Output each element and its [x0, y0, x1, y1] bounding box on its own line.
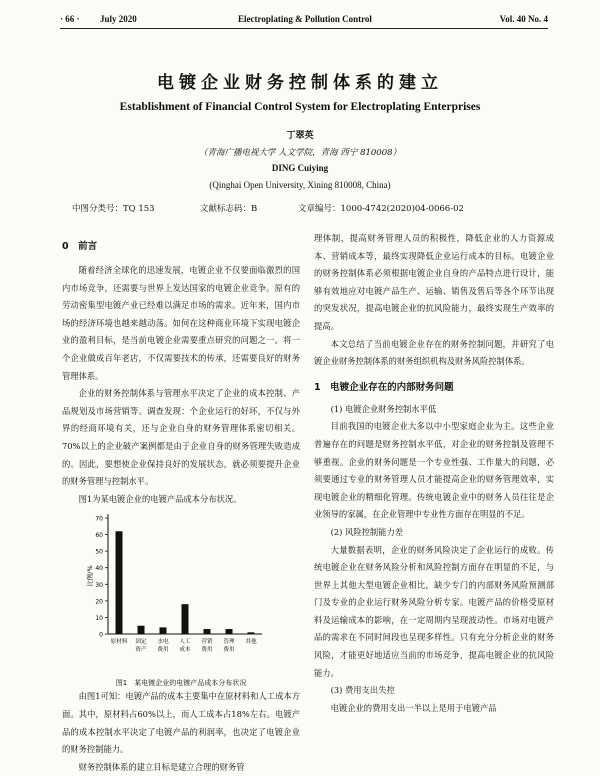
y-tick-label: 60	[95, 532, 103, 540]
bar-管理费用	[226, 629, 233, 634]
section-heading-1: 1 电镀企业存在的内部财务问题	[314, 381, 454, 393]
y-tick-label: 10	[95, 615, 103, 623]
volume-info: Vol. 40 No. 4	[499, 14, 548, 24]
x-tick-label: 费用	[223, 647, 235, 654]
clc-number: 中图分类号：TQ 153	[72, 204, 155, 214]
bar-营销费用	[204, 629, 211, 634]
paragraph: 随着经济全球化的迅速发展，电镀企业不仅要面临激烈的国内市场竞争，还需要与世界上发达国家的电镀企业竞争。原有的劳动密集型电镀产业已经难以满足市场的需求。近年来，国内市场的经济环境也越来越动荡。如何在这种商业环境下实现电镀企业的盈利目标，是当前电镀企业需要重点研究的问题之一。将一个企业做成百年老店，不仅需要技术的传承，还需要良好的财务管理体系。	[62, 265, 300, 381]
figure-1	[62, 510, 300, 688]
paragraph: 企业的财务控制体系与管理水平决定了企业的成本控制、产品规划及市场营销等。调查发现：个企业运行的好坏，不仅与外界的经商环境有关，还与企业自身的财务管理体系密切相关。70%以上的企业破产案例都是由于企业自身的财务管理失败造成的。因此，要想使企业保持良好的发展状态，就必须要提升企业的财务管理与控制水平。	[62, 388, 300, 487]
paragraph: 图1为某电镀企业的电镀产品成本分布状况。	[78, 493, 242, 504]
header-rule	[60, 28, 548, 29]
bar-chart	[62, 510, 300, 672]
journal-name: Electroplating & Pollution Control	[238, 14, 372, 24]
running-header	[60, 10, 548, 26]
bar-水电费用	[160, 628, 167, 635]
article-metadata	[72, 202, 540, 216]
author-chinese: 丁翠英	[286, 131, 314, 141]
bar-其他	[248, 633, 255, 635]
y-axis-label: 比例/%	[86, 565, 94, 587]
bar-固定资产	[138, 626, 145, 634]
x-tick-label: 管理	[223, 639, 235, 646]
x-tick-label: 原材料	[110, 639, 128, 646]
paragraph: 由图1可知：电镀产品的成本主要集中在原材料和人工成本方面。其中，原材料占60%以上，而人工成本占18%左右。电镀产品的成本控制水平决定了电镀产品的利润率，也决定了电镀企业的财务控制能力。	[62, 691, 300, 755]
document-code: 文献标志码：B	[200, 204, 258, 214]
x-tick-label: 固定	[135, 639, 147, 646]
y-tick-label: 0	[99, 631, 103, 639]
x-tick-label: 成本	[179, 647, 191, 654]
affiliation-chinese: （青海广播电视大学 人文学院，青海 西宁 810008）	[198, 148, 402, 158]
paragraph: 理体制，提高财务管理人员的积极性，降低企业的人力资源成本、营销成本等，最终实现降低企业运行成本的目标。电镀企业的财务控制体系必须根据电镀企业自身的产品特点进行设计，能够有效地应对电镀产品生产、运输、销售及售后等各个环节出现的突发状况，提高电镀企业的抗风险能力，最终实现生产效率的提高。	[314, 233, 554, 331]
left-column	[62, 238, 300, 776]
x-tick-label: 费用	[157, 647, 169, 654]
right-column	[314, 230, 554, 717]
y-tick-label: 40	[95, 565, 103, 573]
paragraph: 大量数据表明，企业的财务风险决定了企业运行的成败。传统电镀企业在财务风险分析和风险控制方面存在明显的不足，与世界上其他大型电镀企业相比，缺少专门的内部财务风险预测部门及专业的企业运行财务风险分析专家。电镀产品的价格受原材料及运输成本的影响，在一定周期内呈现波动性。市场对电镀产品的需求在不同时间段也呈现多样性。只有充分分析企业的财务风险，才能更好地适应当前的市场竞争，提高电镀企业的抗风险能力。	[314, 544, 554, 678]
page-number: · 66 ·	[60, 14, 80, 24]
y-tick-label: 70	[95, 515, 103, 523]
x-tick-label: 营销	[201, 639, 213, 646]
x-tick-label: 资产	[135, 647, 147, 654]
figure-caption: 图1 某电镀企业的电镀产品成本分布状况	[115, 679, 247, 688]
x-tick-label: 人工	[179, 639, 191, 646]
title-english: Establishment of Financial Control System for Electroplating Enterprises	[119, 101, 481, 113]
affiliation-english: (Qinghai Open University, Xining 810008, China)	[209, 180, 391, 190]
author-english: DING Cuiying	[271, 163, 329, 173]
y-tick-label: 30	[95, 582, 103, 590]
issue-date: July 2020	[100, 14, 137, 24]
paragraph: 财务控制体系的建立目标是建立合理的财务管	[78, 761, 245, 772]
bar-原材料	[116, 532, 123, 635]
title-chinese: 电镀企业财务控制体系的建立	[157, 73, 443, 93]
bar-人工成本	[182, 604, 189, 634]
paragraph: 电镀企业的费用支出一半以上是用于电镀产品	[330, 702, 497, 713]
x-tick-label: 其他	[245, 639, 257, 646]
paragraph: 本文总结了当前电镀企业存在的财务控制问题，并研究了电镀企业财务控制体系的财务组织机构及财务风险控制体系。	[314, 338, 554, 367]
y-tick-label: 20	[95, 598, 103, 606]
subheading: (2) 风险控制能力差	[330, 526, 404, 537]
x-tick-label: 水电	[157, 639, 169, 646]
subheading: (3) 费用支出失控	[330, 685, 395, 696]
x-tick-label: 费用	[201, 647, 213, 654]
subheading: (1) 电镀企业财务控制水平低	[330, 403, 437, 414]
paragraph: 目前我国的电镀企业大多以中小型家庭企业为主。这些企业普遍存在的问题是财务控制水平低，对企业的财务控制及管理不够重视。企业的财务问题是一个专业性强、工作量大的问题，必须要通过专业的财务管理人员才能提高企业的财务管理效率，实现电镀企业的精细化管理。传统电镀企业中的财务人员往往是企业领导的家属，在企业管理中专业性方面存在明显的不足。	[314, 421, 554, 520]
y-tick-label: 50	[95, 548, 103, 556]
section-heading-preface: 0 前言	[62, 241, 98, 252]
article-number: 文章编号：1000-4742(2020)04-0066-02	[298, 204, 464, 214]
